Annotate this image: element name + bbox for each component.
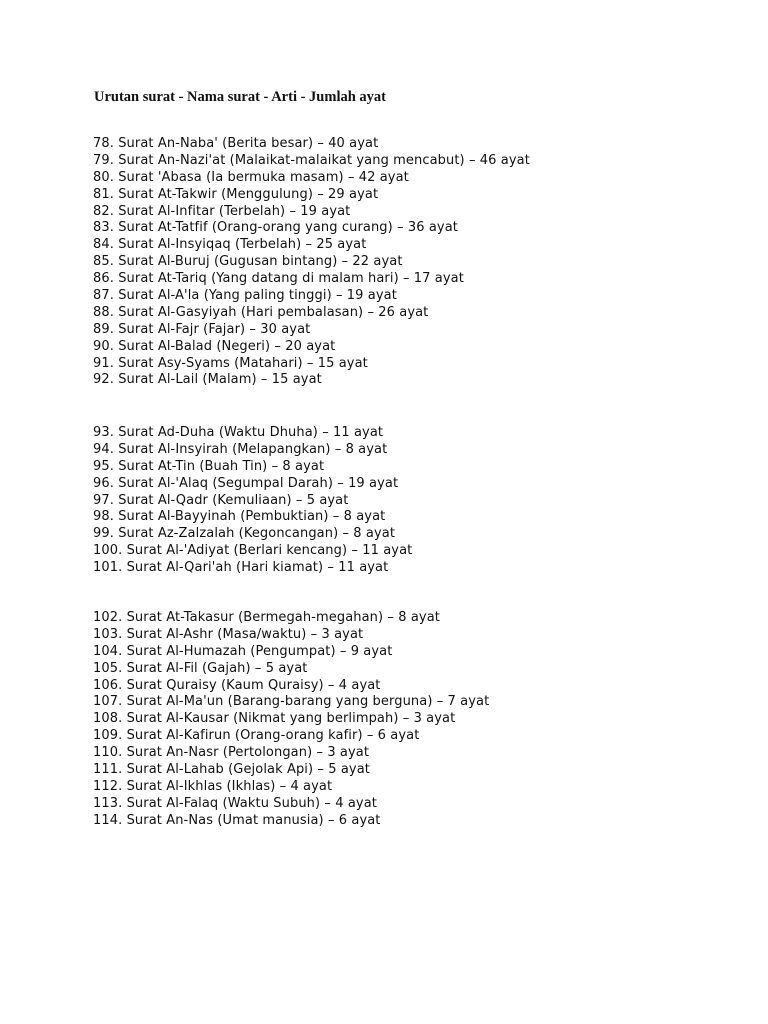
list-item: 85. Surat Al-Buruj (Gugusan bintang) – 22 ayat	[93, 254, 403, 270]
list-item: 88. Surat Al-Gasyiyah (Hari pembalasan) – 26 ayat	[93, 304, 429, 320]
list-item: 89. Surat Al-Fajr (Fajar) – 30 ayat	[93, 321, 311, 337]
list-item: 94. Surat Al-Insyirah (Melapangkan) – 8 ayat	[93, 441, 388, 457]
list-item: 98. Surat Al-Bayyinah (Pembuktian) – 8 ayat	[93, 509, 386, 525]
list-item: 105. Surat Al-Fil (Gajah) – 5 ayat	[93, 660, 308, 676]
list-item: 109. Surat Al-Kafirun (Orang-orang kafir) – 6 ayat	[93, 728, 420, 744]
list-item: 92. Surat Al-Lail (Malam) – 15 ayat	[93, 372, 322, 388]
list-item: 108. Surat Al-Kausar (Nikmat yang berlimpah) – 3 ayat	[93, 711, 456, 727]
list-item: 100. Surat Al-'Adiyat (Berlari kencang) – 11 ayat	[93, 543, 413, 559]
list-item: 107. Surat Al-Ma'un (Barang-barang yang berguna) – 7 ayat	[93, 694, 490, 710]
list-item: 102. Surat At-Takasur (Bermegah-megahan) – 8 ayat	[93, 610, 440, 625]
list-item: 91. Surat Asy-Syams (Matahari) – 15 ayat	[93, 355, 368, 371]
list-item: 110. Surat An-Nasr (Pertolongan) – 3 ayat	[93, 745, 370, 761]
list-item: 111. Surat Al-Lahab (Gejolak Api) – 5 ayat	[93, 762, 370, 778]
list-item: 78. Surat An-Naba' (Berita besar) – 40 ayat	[93, 136, 379, 151]
list-item: 103. Surat Al-Ashr (Masa/waktu) – 3 ayat	[93, 626, 364, 642]
surah-list-group-1	[93, 136, 530, 389]
list-item: 79. Surat An-Nazi'at (Malaikat-malaikat yang mencabut) – 46 ayat	[93, 152, 530, 168]
list-item: 114. Surat An-Nas (Umat manusia) – 6 ayat	[93, 812, 381, 828]
list-item: 106. Surat Quraisy (Kaum Quraisy) – 4 ayat	[93, 677, 381, 693]
list-item: 90. Surat Al-Balad (Negeri) – 20 ayat	[93, 338, 336, 354]
list-item: 84. Surat Al-Insyiqaq (Terbelah) – 25 ayat	[93, 237, 367, 253]
list-item: 96. Surat Al-'Alaq (Segumpal Darah) – 19 ayat	[93, 475, 399, 491]
list-item: 87. Surat Al-A'la (Yang paling tinggi) – 19 ayat	[93, 288, 397, 304]
list-item: 112. Surat Al-Ikhlas (Ikhlas) – 4 ayat	[93, 778, 333, 794]
list-item: 104. Surat Al-Humazah (Pengumpat) – 9 ayat	[93, 643, 393, 659]
list-item: 81. Surat At-Takwir (Menggulung) – 29 ayat	[93, 186, 379, 202]
list-item: 97. Surat Al-Qadr (Kemuliaan) – 5 ayat	[93, 492, 349, 508]
list-item: 99. Surat Az-Zalzalah (Kegoncangan) – 8 ayat	[93, 526, 396, 542]
list-item: 95. Surat At-Tin (Buah Tin) – 8 ayat	[93, 458, 325, 474]
list-item: 86. Surat At-Tariq (Yang datang di malam hari) – 17 ayat	[93, 271, 464, 287]
list-item: 113. Surat Al-Falaq (Waktu Subuh) – 4 ayat	[93, 795, 377, 811]
list-item: 101. Surat Al-Qari'ah (Hari kiamat) – 11 ayat	[93, 560, 389, 576]
surah-list-group-2	[93, 425, 412, 577]
surah-list-group-3	[93, 610, 489, 830]
list-item: 80. Surat 'Abasa (Ia bermuka masam) – 42 ayat	[93, 169, 409, 185]
list-item: 83. Surat At-Tatfif (Orang-orang yang curang) – 36 ayat	[93, 220, 458, 236]
list-item: 93. Surat Ad-Duha (Waktu Dhuha) – 11 ayat	[93, 425, 384, 440]
list-item: 82. Surat Al-Infitar (Terbelah) – 19 ayat	[93, 203, 351, 219]
document-heading: Urutan surat - Nama surat - Arti - Jumlah ayat	[94, 89, 386, 105]
